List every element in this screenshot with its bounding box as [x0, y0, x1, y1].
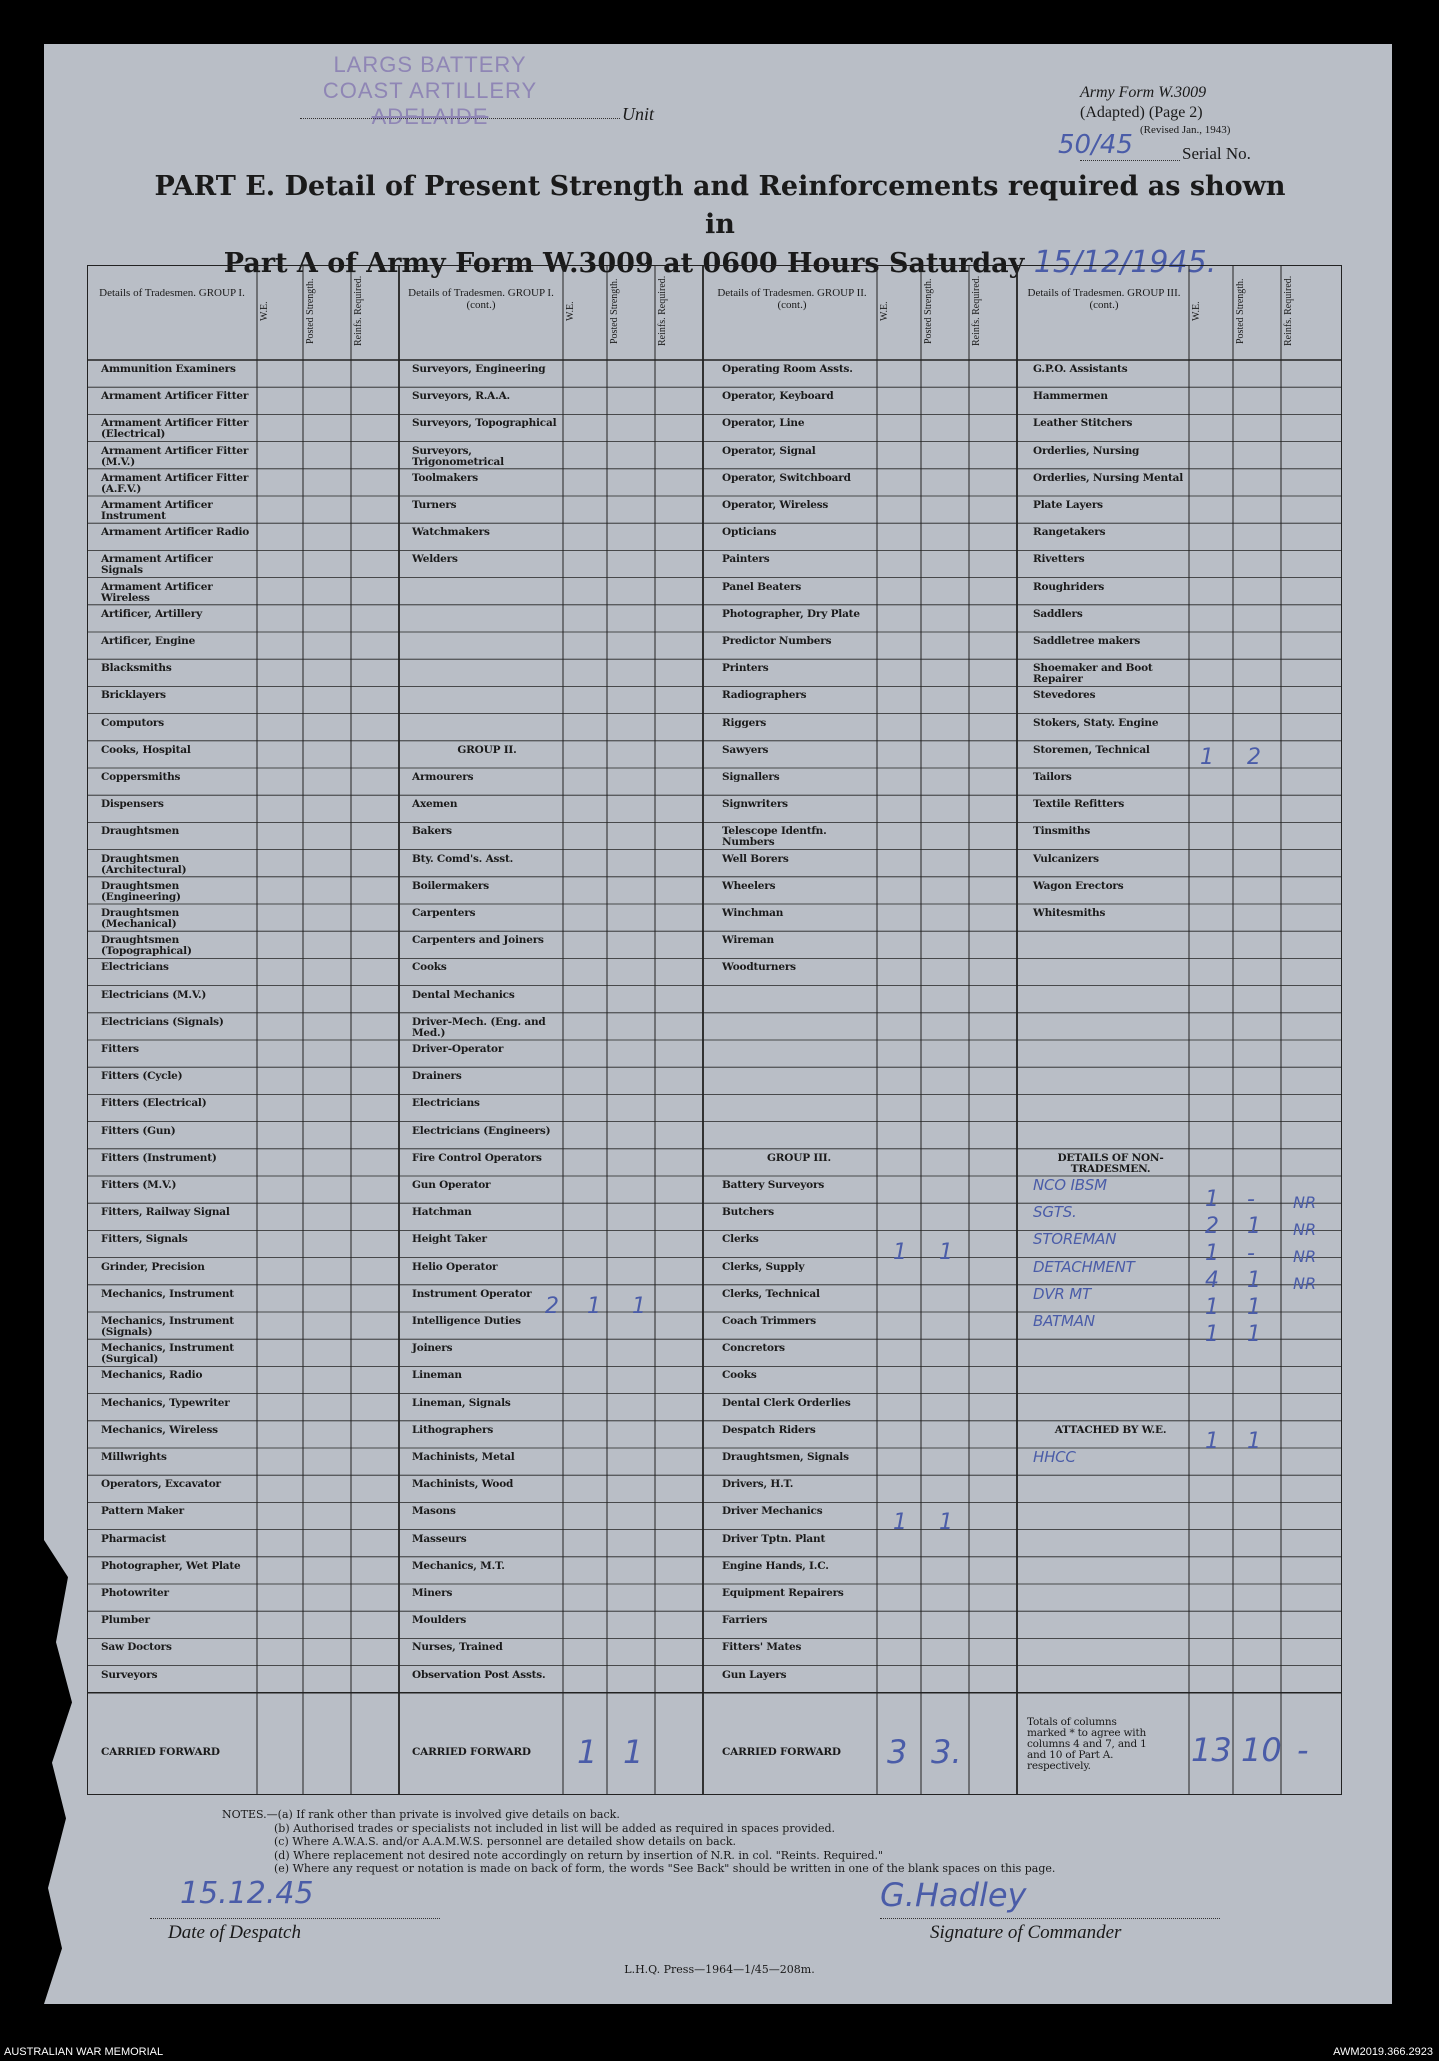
detachment-posted: 1 [1247, 1268, 1261, 1293]
row-label: Armament Artificer Fitter (M.V.) [101, 444, 249, 468]
nco-ibsm-reinfs: NR [1293, 1193, 1317, 1212]
row-label: Surveyors, R.A.A. [412, 390, 510, 403]
row-label: Mechanics, M.T. [412, 1559, 505, 1572]
row-label: Dental Mechanics [412, 988, 515, 1001]
row-label: Operating Room Assts. [722, 363, 853, 375]
note-b: (b) Authorised trades or specialists not included in list will be added as required in spaces provided. [274, 1821, 836, 1835]
archive-caption: AUSTRALIAN WAR MEMORIAL [4, 2046, 164, 2058]
col3-carried-forward: CARRIED FORWARD [722, 1746, 841, 1758]
row-label: Fitters, Railway Signal [101, 1206, 230, 1219]
row-label: Dispensers [101, 798, 164, 811]
row-label: Moulders [412, 1614, 467, 1627]
row-label: Wireman [722, 934, 774, 947]
row-label: Carpenters and Joiners [412, 934, 544, 947]
row-label: Operator, Switchboard [722, 471, 851, 484]
row-label: Nurses, Trained [412, 1641, 503, 1654]
row-label: Stokers, Staty. Engine [1033, 716, 1159, 729]
row-label: Drainers [412, 1070, 462, 1083]
dvr-mt-we: 1 [1205, 1295, 1219, 1320]
row-label: Mechanics, Instrument (Surgical) [101, 1342, 234, 1366]
sgts-posted: 1 [1247, 1214, 1261, 1239]
nco-ibsm-we: 1 [1205, 1187, 1219, 1212]
instrument-operator-posted: 1 [587, 1294, 601, 1319]
row-label: Draughtsmen (Engineering) [101, 879, 181, 903]
row-label: Wheelers [722, 879, 776, 892]
totals-note: Totals of columns marked * to agree with columns 4 and 7, and 1 and 10 of Part A. respectively. [1027, 1716, 1147, 1772]
col4-cf-posted: 10 [1241, 1731, 1282, 1769]
row-label: Telescope Identfn. Numbers [722, 825, 827, 849]
row-label: Surveyors [101, 1668, 158, 1681]
col3-cf-posted: 3. [931, 1733, 962, 1771]
col4-cf-we: 13 [1191, 1731, 1232, 1769]
row-label: Photographer, Dry Plate [722, 607, 860, 620]
despatch-label: Date of Despatch [168, 1922, 301, 1943]
col3-reinfs-header: Reinfs. Required. [971, 275, 982, 347]
col4-header: Details of Tradesmen. GROUP III. (cont.) [1027, 287, 1181, 311]
row-label: Carpenters [412, 907, 476, 919]
row-label: Operator, Keyboard [722, 390, 834, 403]
row-label: HHCC [1033, 1448, 1076, 1466]
row-label: Surveyors, Topographical [412, 417, 557, 430]
stamp-line-3: ADELAIDE [371, 104, 489, 129]
row-label: Watchmakers [412, 526, 490, 539]
row-label: Shoemaker and Boot Repairer [1033, 662, 1153, 686]
row-label: Painters [722, 553, 770, 566]
row-label: Woodturners [722, 961, 796, 974]
row-label: Boilermakers [412, 879, 489, 892]
row-label: Radiographers [722, 689, 807, 702]
detachment-we: 4 [1205, 1268, 1219, 1293]
row-label: Whitesmiths [1033, 907, 1106, 919]
row-label: Electricians (Signals) [101, 1015, 224, 1028]
row-label: Fitters (Cycle) [101, 1070, 183, 1083]
row-label: Instrument Operator [412, 1287, 532, 1300]
row-label: Armourers [412, 771, 474, 783]
row-label: Engine Hands, I.C. [722, 1559, 829, 1572]
row-label: Driver Tptn. Plant [722, 1532, 826, 1545]
row-label: Electricians [101, 961, 169, 974]
row-label: Despatch Riders [722, 1423, 816, 1436]
storeman-we: 1 [1205, 1241, 1219, 1266]
row-label: NCO IBSM [1033, 1176, 1107, 1194]
row-label: Toolmakers [412, 471, 478, 484]
row-label: Draughtsmen [101, 825, 180, 838]
unit-label: Unit [622, 104, 655, 124]
row-label: Blacksmiths [101, 662, 172, 675]
col2-cf-posted: 1 [623, 1733, 644, 1771]
note-c: (c) Where A.W.A.S. and/or A.A.M.W.S. personnel are detailed show details on back. [274, 1835, 737, 1848]
col3-posted-header: Posted Strength. [923, 278, 934, 344]
row-label: Mechanics, Typewriter [101, 1396, 230, 1409]
row-label: Driver-Operator [412, 1043, 504, 1055]
col1-header: Details of Tradesmen. GROUP I. [99, 287, 245, 299]
row-label: Draughtsmen (Topographical) [101, 934, 192, 958]
row-label: Textile Refitters [1033, 798, 1125, 811]
row-label: Mechanics, Wireless [101, 1423, 218, 1436]
sgts-we: 2 [1205, 1214, 1219, 1239]
row-label: Armament Artificer Radio [101, 526, 250, 539]
serial-underline [1080, 160, 1180, 161]
row-label: Machinists, Metal [412, 1451, 515, 1463]
row-label: Pharmacist [101, 1532, 166, 1545]
row-label: Riggers [722, 716, 767, 729]
row-label: Drivers, H.T. [722, 1478, 794, 1491]
row-label: Bricklayers [101, 689, 166, 702]
row-label: Driver Mechanics [722, 1505, 823, 1518]
row-label: Masons [412, 1505, 456, 1518]
row-label: Axemen [412, 798, 458, 811]
dvr-mt-posted: 1 [1247, 1295, 1261, 1320]
row-label: Helio Operator [412, 1260, 498, 1273]
instrument-operator-reinfs: 1 [632, 1294, 646, 1319]
row-label: Well Borers [722, 852, 789, 865]
row-label: Farriers [722, 1614, 768, 1627]
col1-posted-header: Posted Strength. [305, 278, 316, 344]
row-label: Fitters [101, 1043, 139, 1055]
row-label: Fire Control Operators [412, 1151, 542, 1164]
col2-header: Details of Tradesmen. GROUP I. (cont.) [408, 287, 554, 311]
form-revised: (Revised Jan., 1943) [1140, 124, 1231, 136]
row-label: Ammunition Examiners [101, 363, 236, 375]
engine-hands-we: 1 [893, 1510, 907, 1535]
row-label: Electricians (M.V.) [101, 988, 207, 1001]
row-label: Artificer, Engine [101, 635, 196, 647]
batman-we: 1 [1205, 1322, 1219, 1347]
signature-handwritten: G.Hadley [880, 1876, 1027, 1914]
row-label: Driver-Mech. (Eng. and Med.) [412, 1015, 546, 1039]
row-label: Operator, Signal [722, 444, 816, 457]
row-label: Electricians [412, 1097, 480, 1110]
row-label: Artificer, Artillery [101, 607, 202, 620]
signature-underline [880, 1918, 1220, 1919]
row-label: BATMAN [1033, 1312, 1095, 1330]
form-number: Army Form W.3009 [1080, 84, 1207, 101]
row-label: Gun Layers [722, 1668, 787, 1681]
row-label: Orderlies, Nursing [1033, 444, 1140, 457]
row-label: Masseurs [412, 1532, 467, 1545]
despatch-date-handwritten: 15.12.45 [180, 1876, 314, 1911]
note-d: (d) Where replacement not desired note accordingly on return by insertion of N.R. in col. "Reints. Required." [274, 1848, 884, 1862]
row-label: Fitters, Signals [101, 1233, 188, 1246]
row-label: Rangetakers [1033, 526, 1106, 539]
col3-header: Details of Tradesmen. GROUP II. (cont.) [717, 287, 867, 311]
row-label: Grinder, Precision [101, 1260, 205, 1273]
row-label: Vulcanizers [1033, 852, 1099, 865]
row-label: Fitters (M.V.) [101, 1179, 177, 1191]
col2-carried-forward: CARRIED FORWARD [412, 1746, 531, 1758]
row-label: Gun Operator [412, 1179, 491, 1191]
row-label: Clerks, Technical [722, 1287, 820, 1300]
col2-posted-header: Posted Strength. [609, 278, 620, 344]
signature-label: Signature of Commander [930, 1922, 1122, 1943]
hhcc-we: 1 [1205, 1429, 1219, 1454]
row-label: Dental Clerk Orderlies [722, 1396, 851, 1409]
row-label: Armament Artificer Instrument [101, 499, 213, 522]
row-label: Machinists, Wood [412, 1478, 514, 1491]
row-label: DETAILS OF NON-TRADESMEN. [1057, 1151, 1164, 1175]
row-label: Lineman, Signals [412, 1396, 511, 1409]
row-label: Draughtsmen (Architectural) [101, 852, 187, 876]
row-label: Cooks [412, 961, 447, 974]
row-label: Leather Stitchers [1033, 417, 1133, 430]
row-label: Draughtsmen (Mechanical) [101, 907, 180, 930]
row-label: Plumber [101, 1614, 150, 1627]
detachment-reinfs: NR [1293, 1274, 1317, 1293]
row-label: Concretors [722, 1342, 785, 1355]
storemen-we: 1 [1200, 745, 1214, 770]
row-label: Predictor Numbers [722, 635, 832, 647]
row-label: STOREMAN [1033, 1230, 1117, 1249]
row-label: Storemen, Technical [1033, 743, 1150, 756]
row-label: Orderlies, Nursing Mental [1033, 471, 1183, 484]
row-label: Lineman [412, 1369, 462, 1382]
row-label: Millwrights [101, 1451, 167, 1463]
row-label: Observation Post Assts. [412, 1668, 546, 1681]
row-label: Photowriter [101, 1587, 169, 1599]
col4-posted-header: Posted Strength. [1235, 278, 1246, 344]
col4-we-header: W.E. [1191, 301, 1202, 321]
row-label: Roughriders [1033, 580, 1105, 593]
stamp-line-1: LARGS BATTERY [333, 52, 527, 77]
storeman-posted: - [1247, 1241, 1255, 1266]
row-label: Joiners [412, 1342, 453, 1355]
row-label: Bty. Comd's. Asst. [412, 852, 514, 865]
row-label: GROUP II. [457, 743, 517, 756]
row-label: Tailors [1033, 771, 1072, 783]
row-label: Cooks [722, 1369, 757, 1382]
row-label: Coppersmiths [101, 771, 181, 783]
despatch-underline [150, 1918, 440, 1919]
row-label: Computors [101, 716, 164, 729]
row-label: Operator, Line [722, 417, 805, 430]
row-label: Lithographers [412, 1423, 494, 1436]
row-label: Intelligence Duties [412, 1315, 521, 1327]
row-label: Mechanics, Radio [101, 1369, 203, 1382]
row-label: Rivetters [1033, 553, 1085, 566]
serial-handwritten: 50/45 [1058, 130, 1133, 160]
row-label: Surveyors, Trigonometrical [412, 444, 504, 468]
row-label: Armament Artificer Wireless [101, 580, 213, 604]
col3-we-header: W.E. [879, 301, 890, 321]
row-label: Hammermen [1033, 390, 1108, 403]
serial-label: Serial No. [1182, 144, 1251, 163]
row-label: Mechanics, Instrument [101, 1287, 234, 1300]
row-label: SGTS. [1033, 1203, 1077, 1222]
note-e: (e) Where any request or notation is made on back of form, the words "See Back" should be written in one of the blank spaces on this page. [274, 1862, 1056, 1875]
row-label: Battery Surveyors [722, 1179, 825, 1191]
col1-reinfs-header: Reinfs. Required. [353, 275, 364, 347]
row-label: Signallers [722, 771, 780, 783]
engine-hands-posted: 1 [939, 1510, 953, 1535]
notes-block [222, 1808, 1055, 1876]
row-label: Turners [412, 499, 457, 511]
col2-reinfs-header: Reinfs. Required. [657, 275, 668, 347]
storemen-posted: 2 [1247, 745, 1261, 770]
col4-cf-reinfs: - [1297, 1731, 1309, 1769]
row-label: Mechanics, Instrument (Signals) [101, 1315, 234, 1338]
row-label: Winchman [722, 907, 784, 919]
stamp-line-2: COAST ARTILLERY [322, 78, 538, 103]
row-label: DVR MT [1033, 1284, 1091, 1303]
form-adapted: (Adapted) (Page 2) [1080, 104, 1203, 121]
row-label: Welders [412, 553, 458, 566]
row-label: Draughtsmen, Signals [722, 1451, 849, 1463]
row-label: Bakers [412, 825, 452, 838]
clerks-we: 1 [893, 1240, 907, 1265]
row-label: Saddlers [1033, 607, 1083, 620]
row-label: Sawyers [722, 743, 769, 756]
row-label: Coach Trimmers [722, 1315, 816, 1327]
row-label: Armament Artificer Fitter (A.F.V.) [101, 471, 249, 495]
row-label: Armament Artificer Signals [101, 553, 213, 577]
col2-we-header: W.E. [565, 301, 576, 321]
row-label: Cooks, Hospital [101, 743, 191, 756]
table-grid-lines [87, 265, 1342, 1795]
row-label: Hatchman [412, 1206, 472, 1219]
col3-cf-we: 3 [887, 1733, 908, 1771]
row-label: Saw Doctors [101, 1641, 172, 1654]
row-label: Printers [722, 662, 769, 675]
row-label: Armament Artificer Fitter (Electrical) [101, 417, 249, 441]
row-label: ATTACHED BY W.E. [1054, 1423, 1167, 1436]
press-line: L.H.Q. Press—1964—1/45—208m. [624, 1963, 815, 1976]
instrument-operator-we: 2 [545, 1294, 559, 1319]
col2-cf-we: 1 [577, 1733, 598, 1771]
title-date-handwritten: 15/12/1945. [1033, 245, 1217, 280]
title-line-1: PART E. Detail of Present Strength and Reinforcements required as shown in [154, 171, 1286, 240]
col1-we-header: W.E. [259, 301, 270, 321]
row-label: Tinsmiths [1033, 825, 1091, 838]
row-label: Fitters' Mates [722, 1641, 802, 1654]
row-label: Fitters (Electrical) [101, 1097, 207, 1110]
note-a: NOTES.—(a) If rank other than private is involved give details on back. [222, 1808, 620, 1821]
clerks-posted: 1 [939, 1240, 953, 1265]
row-label: Fitters (Gun) [101, 1124, 176, 1137]
row-label: Plate Layers [1033, 499, 1103, 511]
row-label: Signwriters [722, 798, 788, 811]
row-label: Surveyors, Engineering [412, 363, 546, 375]
strength-table [87, 265, 1342, 1795]
hhcc-posted: 1 [1247, 1429, 1261, 1454]
row-label: Butchers [722, 1206, 774, 1219]
row-label: Armament Artificer Fitter [101, 390, 249, 403]
row-label: Stevedores [1033, 689, 1096, 702]
sgts-reinfs: NR [1293, 1220, 1317, 1239]
nco-ibsm-posted: - [1247, 1187, 1255, 1212]
row-label: Photographer, Wet Plate [101, 1559, 241, 1572]
row-label: Height Taker [412, 1233, 487, 1246]
row-label: Fitters (Instrument) [101, 1151, 217, 1164]
row-label: Equipment Repairers [722, 1587, 844, 1599]
row-label: Wagon Erectors [1033, 879, 1124, 892]
row-label: Operators, Excavator [101, 1478, 221, 1491]
row-label: Clerks [722, 1233, 759, 1246]
row-label: Pattern Maker [101, 1505, 184, 1518]
col4-reinfs-header: Reinfs. Required. [1283, 275, 1294, 347]
row-label: DETACHMENT [1033, 1257, 1135, 1276]
row-label: Electricians (Engineers) [412, 1124, 551, 1137]
title-line-2-text: Part A of Army Form W.3009 at 0600 Hours Saturday [223, 248, 1025, 279]
batman-posted: 1 [1247, 1322, 1261, 1347]
row-label: Miners [412, 1587, 453, 1599]
row-label: Clerks, Supply [722, 1260, 805, 1273]
row-label: Opticians [722, 526, 777, 539]
storeman-reinfs: NR [1293, 1247, 1317, 1266]
row-label: G.P.O. Assistants [1033, 363, 1128, 375]
row-label: Saddletree makers [1033, 635, 1141, 647]
unit-underline [300, 118, 620, 119]
row-label: Panel Beaters [722, 580, 802, 593]
row-label: Operator, Wireless [722, 499, 829, 511]
row-label: GROUP III. [767, 1151, 831, 1164]
archive-reference: AWM2019.366.2923 [1333, 2046, 1433, 2058]
col1-carried-forward: CARRIED FORWARD [101, 1746, 220, 1758]
